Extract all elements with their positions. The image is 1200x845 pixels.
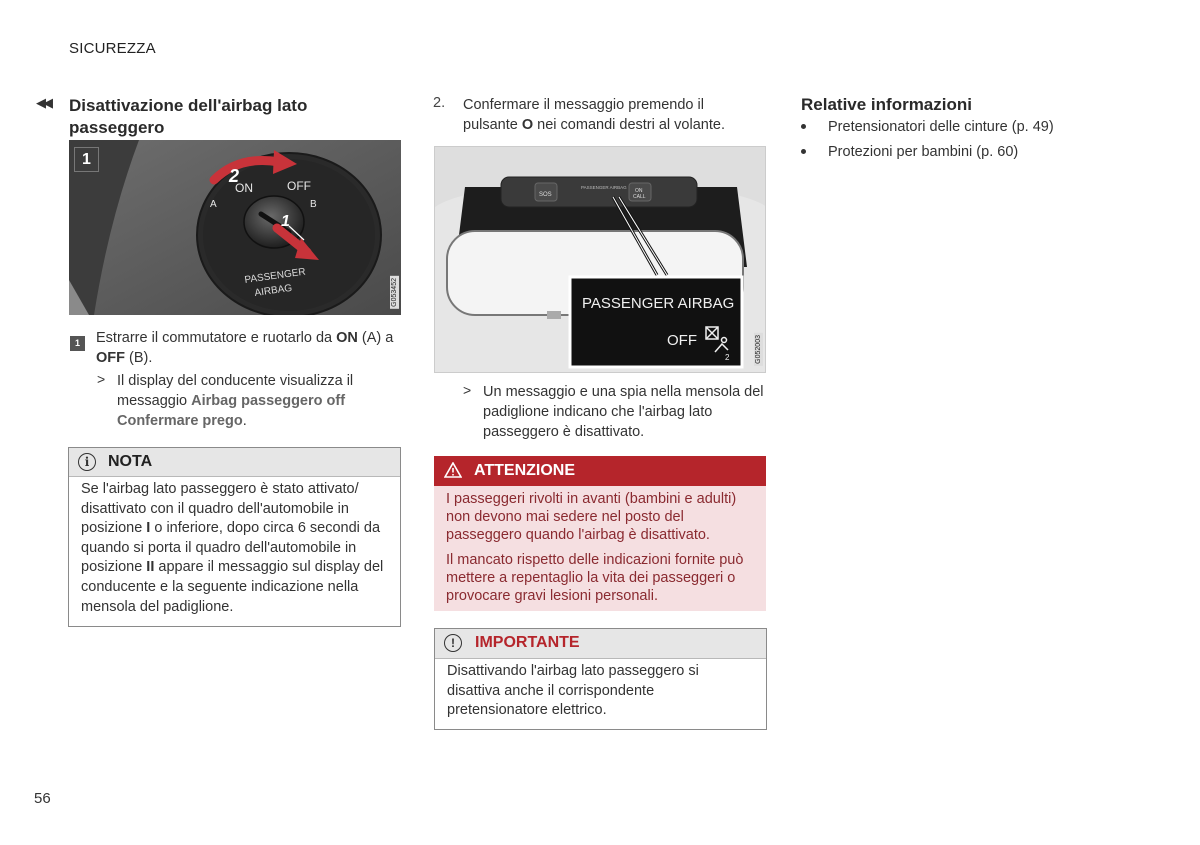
position-ii: II [146,559,155,576]
warning-triangle-icon [444,462,462,478]
step-1-text-c: (B). [125,350,153,366]
oncall-label-2: CALL [633,194,646,200]
note-body-c: appare il messaggio sul display del conducente e la seguente indicazione nella mensola del padiglione. [81,559,384,615]
switch-drawing [69,140,401,315]
result-arrow: > [463,382,472,398]
figure-number: 1 [74,147,99,172]
console-drawing [435,147,766,373]
page-number: 56 [34,790,51,807]
figure-code: G053452 [391,278,398,307]
section-label: SICUREZZA [69,40,156,57]
important-title: IMPORTANTE [475,634,580,651]
result-2-text: Un messaggio e una spia nella mensola del padiglione indicano che l'airbag lato passeggero è disattivato. [483,384,764,440]
step-2-text-a: Confermare il messaggio premendo il pulsante [463,97,704,133]
airbag-icon-sub: 2 [725,353,730,362]
warning-paragraph-2: Il mancato rispetto delle indicazioni fornite può mettere a repentaglio la vita dei passeggeri o provocare gravi lesioni personali. [446,552,744,604]
label-on: ON [235,181,253,195]
display-title: PASSENGER AIRBAG [582,295,735,312]
console-label: PASSENGER AIRBAG [581,185,627,190]
figure-code: G052003 [755,335,762,364]
ring-text-1: PASSENGER [243,266,307,286]
result-1-text-a: Il display del conducente visualizza il messaggio [117,373,354,409]
step-1-text [96,328,400,368]
switch-step-1: 1 [281,213,290,230]
label-a: A [210,199,217,210]
step-2-text [463,95,748,135]
warning-body [446,490,756,612]
ring-text-2: AIRBAG [253,282,293,299]
note-box [68,447,401,627]
related-info-title: Relative informazioni [801,95,972,114]
label-off: OFF [287,179,311,193]
warning-header [434,456,766,486]
switch-step-2: 2 [229,166,240,186]
back-arrows-icon[interactable]: ◀◀ [36,95,50,110]
bullet-icon [801,124,806,129]
off-label: OFF [96,350,125,366]
warning-box [434,456,766,611]
note-title: NOTA [108,453,153,470]
info-icon: i [78,453,96,471]
note-body-b: o inferiore, dopo circa 6 secondi da quando si porta il quadro dell'automobile in posizione [81,520,381,576]
step-1-text-a: Estrarre il commutatore e ruotarlo da [96,330,337,346]
important-header [435,629,766,659]
result-arrow: > [97,371,106,387]
display-status: OFF [667,332,697,349]
important-box [434,628,767,730]
bullet-icon [801,149,806,154]
warning-paragraph-1: I passeggeri rivolti in avanti (bambini e adulti) non devono mai sedere nel posto del passeggero quando l'airbag è disattivato. [446,491,737,543]
note-header [69,448,400,477]
result-1-text [117,371,402,431]
step-2-number: 2. [433,95,446,111]
step-2-text-b: nei comandi destri al volante. [533,117,725,133]
result-1-text-b: . [242,413,247,429]
related-link-label[interactable]: Protezioni per bambini (p. 60) [828,144,1019,160]
note-body [81,480,389,617]
position-i: I [146,520,151,537]
step-1-text-b: (A) a [357,330,394,346]
sos-label: SOS [539,192,552,198]
note-body-a: Se l'airbag lato passeggero è stato attivato/ disattivato con il quadro dell'automobile in posizione [81,481,359,537]
roof-console-illustration [434,146,766,373]
related-link-label[interactable]: Pretensionatori delle cinture (p. 49) [828,119,1054,135]
switch-illustration [69,140,401,315]
section-heading: Disattivazione dell'airbag lato passeggero [69,96,308,137]
warning-title: ATTENZIONE [474,462,576,479]
oncall-label-1: ON [635,188,643,194]
key-o: O [521,117,534,133]
step-badge: 1 [70,336,85,351]
exclamation-icon: ! [444,634,462,652]
important-body: Disattivando l'airbag lato passeggero si disattiva anche il corrispondente pretensionatore elettrico. [447,663,699,719]
display-message: Airbag passeggero off Confermare prego [117,393,346,429]
on-label: ON [336,330,358,346]
label-b: B [310,199,317,210]
